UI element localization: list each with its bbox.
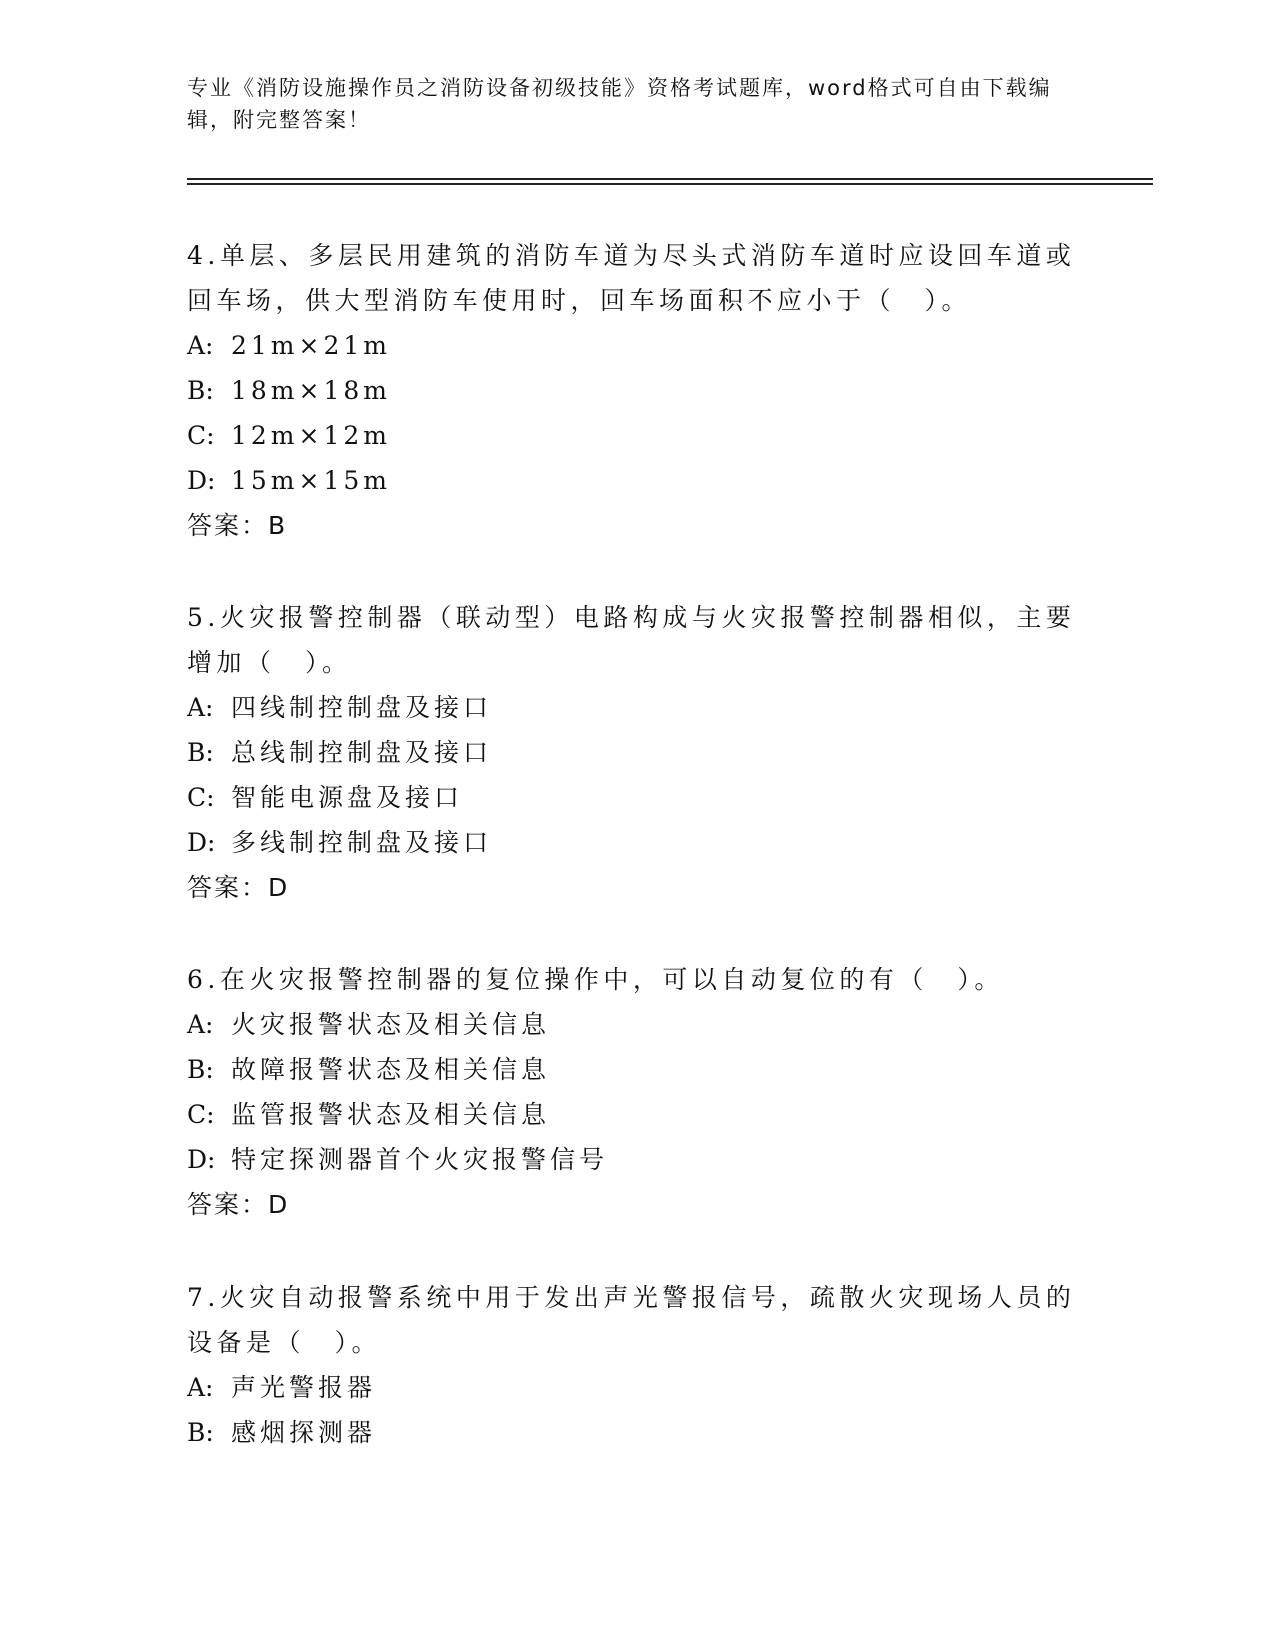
option-text: 15m×15m — [231, 466, 391, 495]
option-letter: B: — [187, 738, 214, 767]
option-b — [187, 368, 1087, 413]
option-a — [187, 1002, 1087, 1047]
option-text: 多线制控制盘及接口 — [231, 828, 493, 857]
question-stem: 4.单层、多层民用建筑的消防车道为尽头式消防车道时应设回车道或回车场，供大型消防车使用时，回车场面积不应小于（ ）。 — [187, 241, 1076, 315]
answer-label: 答案：D — [187, 873, 290, 902]
question-stem: 6.在火灾报警控制器的复位操作中，可以自动复位的有（ ）。 — [187, 965, 1004, 994]
header-divider-bottom — [187, 183, 1153, 185]
option-text: 21m×21m — [231, 331, 391, 360]
question-4 — [187, 233, 1087, 548]
option-letter: D: — [187, 1145, 216, 1174]
option-b — [187, 1410, 1087, 1455]
option-d — [187, 1137, 1087, 1182]
question-stem: 5.火灾报警控制器（联动型）电路构成与火灾报警控制器相似，主要增加（ ）。 — [187, 603, 1076, 677]
question-5 — [187, 595, 1087, 910]
option-b — [187, 730, 1087, 775]
option-c — [187, 1092, 1087, 1137]
option-a — [187, 1365, 1087, 1410]
question-7 — [187, 1275, 1087, 1455]
option-text: 总线制控制盘及接口 — [231, 738, 493, 767]
option-letter: C: — [187, 783, 215, 812]
option-text: 特定探测器首个火灾报警信号 — [231, 1145, 609, 1174]
option-letter: C: — [187, 1100, 215, 1129]
document-header: 专业《消防设施操作员之消防设备初级技能》资格考试题库，word格式可自由下载编辑，附完整答案！ — [187, 76, 1052, 132]
option-text: 故障报警状态及相关信息 — [231, 1055, 551, 1084]
option-letter: A: — [187, 331, 214, 360]
option-a — [187, 323, 1087, 368]
option-text: 声光警报器 — [231, 1373, 377, 1402]
option-letter: B: — [187, 1055, 214, 1084]
option-b — [187, 1047, 1087, 1092]
option-text: 感烟探测器 — [231, 1418, 377, 1447]
option-text: 监管报警状态及相关信息 — [231, 1100, 551, 1129]
option-c — [187, 413, 1087, 458]
option-d — [187, 820, 1087, 865]
option-text: 四线制控制盘及接口 — [231, 693, 493, 722]
option-letter: B: — [187, 1418, 214, 1447]
option-c — [187, 775, 1087, 820]
option-d — [187, 458, 1087, 503]
header-divider-top — [187, 178, 1153, 180]
option-letter: D: — [187, 828, 216, 857]
option-text: 18m×18m — [231, 376, 391, 405]
option-letter: B: — [187, 376, 214, 405]
option-text: 火灾报警状态及相关信息 — [231, 1010, 551, 1039]
answer-label: 答案：D — [187, 1190, 290, 1219]
option-letter: A: — [187, 693, 214, 722]
option-letter: C: — [187, 421, 215, 450]
option-text: 智能电源盘及接口 — [231, 783, 464, 812]
option-a — [187, 685, 1087, 730]
option-letter: D: — [187, 466, 216, 495]
option-text: 12m×12m — [231, 421, 391, 450]
answer-label: 答案：B — [187, 511, 288, 540]
option-letter: A: — [187, 1373, 214, 1402]
question-6 — [187, 957, 1087, 1227]
option-letter: A: — [187, 1010, 214, 1039]
question-stem: 7.火灾自动报警系统中用于发出声光警报信号，疏散火灾现场人员的设备是（ ）。 — [187, 1283, 1076, 1357]
